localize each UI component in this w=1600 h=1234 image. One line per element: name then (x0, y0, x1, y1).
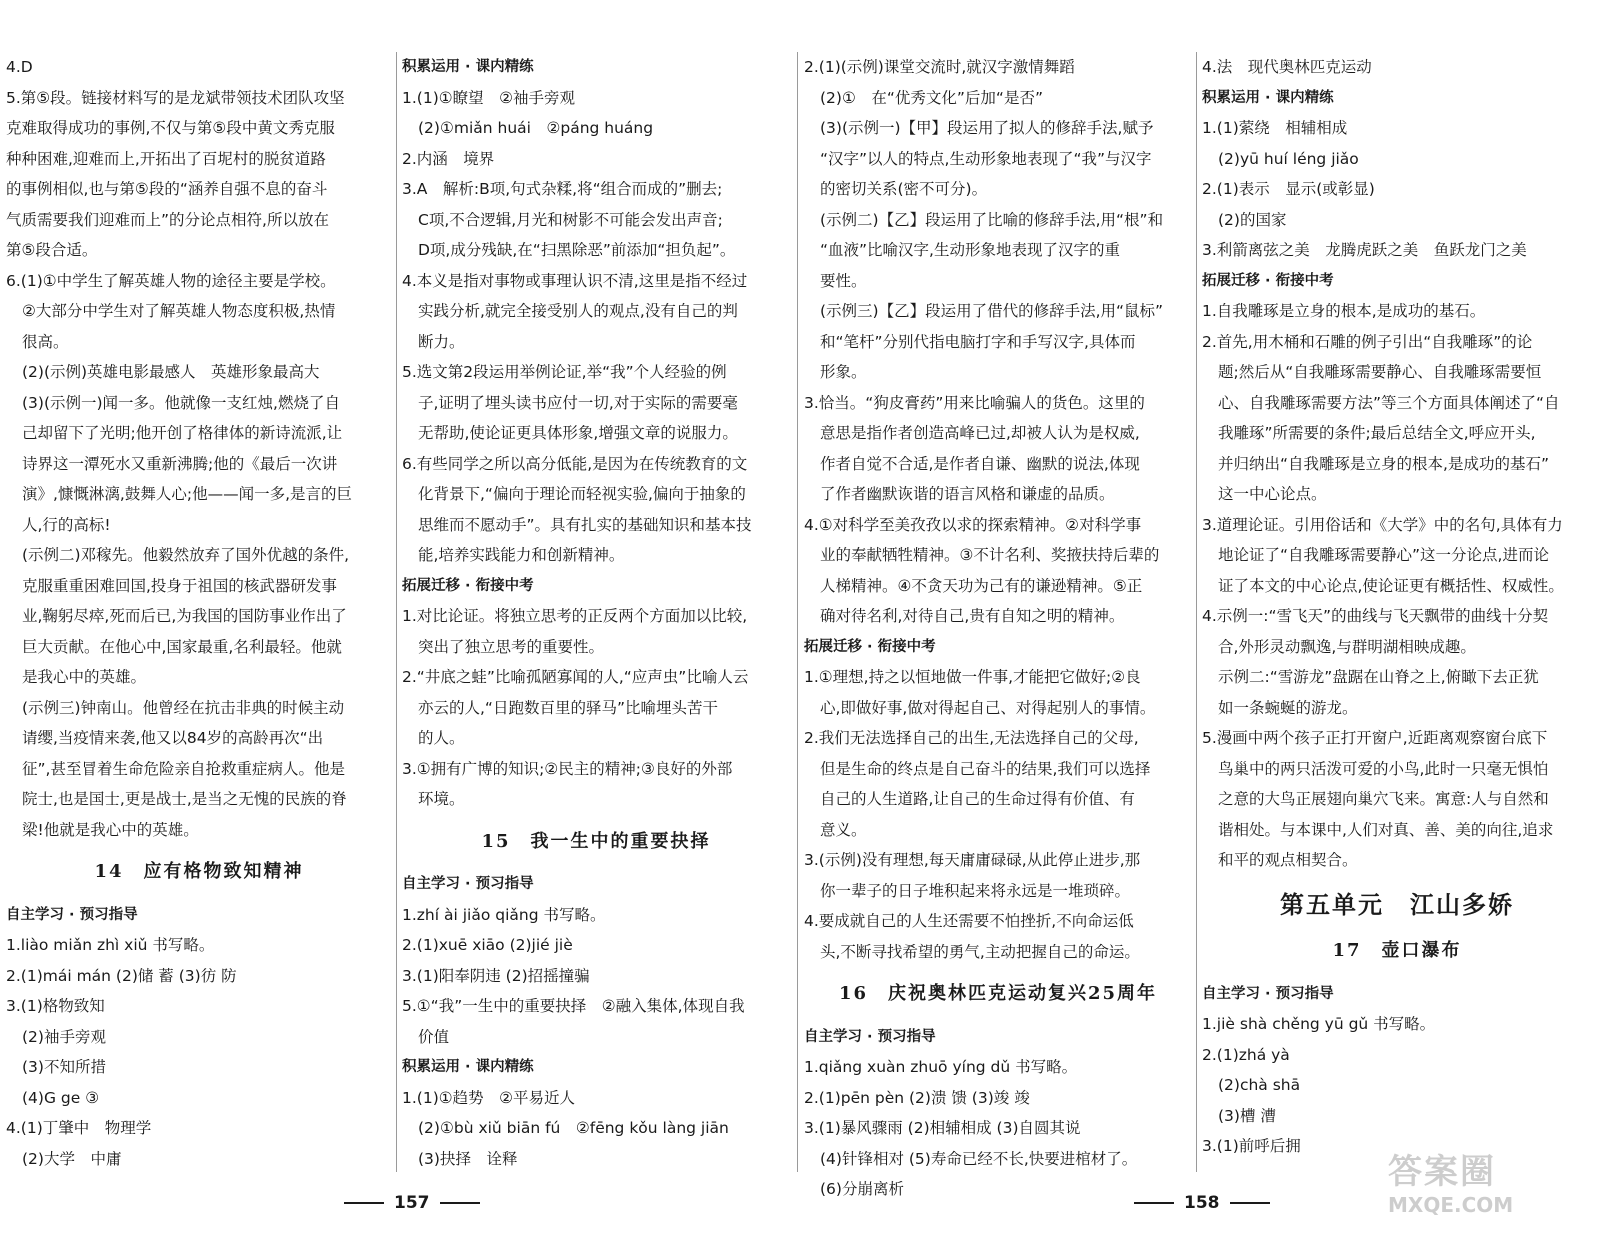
lesson-title: 14 应有格物致知精神 (94, 861, 304, 882)
answer-line: (3)抉择 诠释 (418, 1149, 518, 1168)
answer-line: 鸟巢中的两只活泼可爱的小鸟,此时一只毫无惧怕 (1218, 759, 1549, 778)
column-divider (396, 52, 397, 1172)
answer-line: 思维而不愿动手”。具有扎实的基础知识和基本技 (418, 515, 752, 534)
answer-line: (3)不知所措 (22, 1058, 106, 1076)
answer-line: (示例三)钟南山。他曾经在抗击非典的时候主动 (22, 698, 345, 717)
answer-line: 1.①理想,持之以恒地做一件事,才能把它做好;②良 (804, 668, 1141, 686)
answer-line: 很高。 (22, 332, 69, 351)
answer-line: 2.“井底之蛙”比喻孤陋寡闻的人,“应声虫”比喻人云 (402, 668, 749, 686)
answer-line: 业的奉献牺牲精神。③不计名利、奖掖扶持后辈的 (820, 546, 1160, 564)
section-heading: 积累运用 · 课内精练 (402, 1059, 534, 1075)
section-heading: 拓展迁移 · 衔接中考 (804, 638, 936, 655)
answer-line: 环境。 (418, 790, 465, 808)
answer-line: 6.(1)①中学生了解英雄人物的途径主要是学校。 (6, 271, 336, 290)
answer-line: 3.(1)暴风骤雨 (2)相辅相成 (3)自圆其说 (804, 1119, 1081, 1137)
answer-line: 5.选文第2段运用举例论证,举“我”个人经验的例 (402, 363, 727, 381)
answer-line: 地论证了“自我雕琢需要静心”这一分论点,进而论 (1218, 546, 1549, 564)
answer-line: 巨大贡献。在他心中,国家最重,名利最轻。他就 (22, 637, 342, 656)
answer-line: 4.示例一:“雪飞天”的曲线与飞天飘带的曲线十分契 (1202, 607, 1549, 625)
answer-line: (2)的国家 (1218, 210, 1287, 229)
answer-line: 我雕琢”所需要的条件;最后总结全文,呼应开头, (1218, 424, 1536, 442)
answer-line: (2)①miǎn huái ②páng huáng (418, 119, 654, 137)
answer-line: 你一辈子的日子堆积起来将永远是一堆琐碎。 (820, 881, 1131, 900)
answer-line: 3.①拥有广博的知识;②民主的精神;③良好的外部 (402, 759, 733, 778)
answer-line: 2.内涵 境界 (402, 149, 495, 168)
answer-line: 克服重重困难回国,投身于祖国的核武器研发事 (22, 576, 337, 595)
lesson-title: 15 我一生中的重要抉择 (481, 830, 711, 852)
answer-line: 示例二:“雪游龙”盘踞在山脊之上,俯瞰下去正犹 (1218, 668, 1539, 686)
answer-line: 能,培养实践能力和创新精神。 (418, 546, 625, 564)
page-number-rule (1134, 1202, 1174, 1204)
answer-line: ②大部分中学生对了解英雄人物态度积极,热情 (22, 302, 336, 320)
answer-line: (2)①bù xiǔ biān fú ②fēng kǒu làng jiān (418, 1119, 729, 1137)
answer-line: 4.①对科学至美孜孜以求的探索精神。②对科学事 (804, 515, 1142, 534)
answer-line: 2.(1)表示 显示(或彰显) (1202, 180, 1375, 198)
answer-line: 3.(1)阳奉阴违 (2)招摇撞骗 (402, 966, 590, 985)
answer-line: (2)袖手旁观 (22, 1027, 106, 1046)
answer-line: 价值 (418, 1027, 450, 1046)
answer-line: 梁!他就是我心中的英雄。 (22, 820, 199, 839)
answer-line: 1.自我雕琢是立身的根本,是成功的基石。 (1202, 302, 1486, 320)
answer-line: (2)大学 中庸 (22, 1149, 122, 1168)
page-gutter-divider (797, 52, 798, 1172)
answer-line: 确对待名利,对待自己,贵有自知之明的精神。 (820, 607, 1125, 625)
answer-line: 意思是指作者创造高峰已过,却被人认为是权威, (820, 424, 1140, 442)
answer-line: 3.利箭离弦之美 龙腾虎跃之美 鱼跃龙门之美 (1202, 241, 1527, 259)
answer-line: (3)槽 漕 (1218, 1106, 1276, 1125)
answer-line: 意义。 (820, 820, 867, 839)
answer-line: 3.(示例)没有理想,每天庸庸碌碌,从此停止进步,那 (804, 851, 1141, 869)
answer-line: 克难取得成功的事例,不仅与第⑤段中黄文秀克服 (6, 119, 335, 137)
answer-line: 气质需要我们迎难而上”的分论点相符,所以放在 (6, 210, 329, 229)
section-heading: 自主学习 · 预习指导 (6, 906, 138, 923)
answer-line: 演》,慷慨淋漓,鼓舞人心;他——闻一多,是言的巨 (22, 485, 353, 503)
section-heading: 拓展迁移 · 衔接中考 (1202, 272, 1334, 289)
answer-line: 实践分析,就完全接受别人的观点,没有自己的判 (418, 302, 738, 320)
answer-line: 种种困难,迎难而上,开拓出了百坭村的脱贫道路 (6, 149, 326, 168)
answer-line: 3.(1)格物致知 (6, 997, 105, 1015)
page-number-rule (440, 1202, 480, 1204)
answer-line: 形象。 (820, 363, 867, 381)
answer-line: C项,不合逻辑,月光和树影不可能会发出声音; (418, 210, 723, 229)
answer-line: (2)① 在“优秀文化”后加“是否” (820, 88, 1043, 107)
answer-line: 这一中心论点。 (1218, 485, 1327, 503)
answer-line: (2)chà shā (1218, 1076, 1301, 1094)
watermark-url: MXQE.COM (1388, 1193, 1514, 1217)
answer-line: 2.(1)mái mán (2)储 蓄 (3)彷 防 (6, 966, 237, 985)
answer-line: 5.①“我”一生中的重要抉择 ②融入集体,体现自我 (402, 997, 745, 1015)
answer-line: 作者自觉不合适,是作者自谦、幽默的说法,体现 (820, 454, 1140, 473)
answer-line: 3.道理论证。引用俗话和《大学》中的名句,具体有力 (1202, 515, 1563, 534)
answer-line: 第⑤段合适。 (6, 241, 98, 259)
answer-line: “血液”比喻汉字,生动形象地表现了汉字的重 (820, 241, 1120, 259)
answer-line: 的密切关系(密不可分)。 (820, 180, 988, 198)
answer-line: 3.(1)前呼后拥 (1202, 1137, 1301, 1155)
section-heading: 拓展迁移 · 衔接中考 (402, 577, 534, 594)
answer-line: 1.对比论证。将独立思考的正反两个方面加以比较, (402, 607, 748, 625)
watermark (1388, 1152, 1588, 1228)
answer-line: 1.(1)萦绕 相辅相成 (1202, 119, 1348, 137)
answer-line: 人梯精神。④不贪天功为己有的谦逊精神。⑤正 (820, 576, 1143, 595)
answer-line: 2.(1)xuē xiāo (2)jié jiè (402, 936, 573, 954)
answer-line: 4.D (6, 58, 33, 76)
answer-line: (3)(示例一)闻一多。他就像一支红烛,燃烧了自 (22, 393, 340, 412)
answer-line: 1.(1)①瞭望 ②袖手旁观 (402, 88, 576, 107)
answer-line: 无帮助,使论证更具体形象,增强文章的说服力。 (418, 424, 738, 442)
column-divider (1196, 52, 1197, 1172)
section-heading: 自主学习 · 预习指导 (804, 1028, 936, 1045)
answer-line: 是我心中的英雄。 (22, 668, 147, 686)
unit-title: 第五单元 江山多娇 (1280, 890, 1514, 919)
lesson-title: 17 壶口瀑布 (1332, 940, 1462, 961)
answer-column-1 (6, 52, 392, 1168)
page-number-right (1134, 1193, 1270, 1213)
answer-column-3 (804, 52, 1192, 1198)
answer-line: 证了本文的中心论点,使论证更有概括性、权威性。 (1218, 576, 1564, 595)
answer-line: (2)yū huí léng jiǎo (1218, 149, 1359, 168)
answer-line: 征”,甚至冒着生命危险亲自抢救重症病人。他是 (22, 759, 345, 778)
answer-line: 心、自我雕琢需要方法”等三个方面具体阐述了“自 (1218, 393, 1560, 412)
answer-line: (示例二)邓稼先。他毅然放弃了国外优越的条件, (22, 546, 350, 564)
answer-line: (示例三)【乙】段运用了借代的修辞手法,用“鼠标” (820, 302, 1164, 320)
answer-line: 的事例相似,也与第⑤段的“涵养自强不息的奋斗 (6, 180, 328, 198)
answer-line: 1.zhí ài jiǎo qiǎng 书写略。 (402, 905, 606, 924)
answer-line: “汉字”以人的特点,生动形象地表现了“我”与汉字 (820, 149, 1152, 168)
section-heading: 自主学习 · 预习指导 (1202, 985, 1334, 1002)
answer-line: (6)分崩离析 (820, 1180, 904, 1198)
answer-line: 2.首先,用木桶和石雕的例子引出“自我雕琢”的论 (1202, 332, 1533, 351)
section-heading: 积累运用 · 课内精练 (402, 59, 534, 75)
page-number-text: 158 (1184, 1193, 1220, 1213)
answer-line: 子,证明了埋头读书应付一切,对于实际的需要毫 (418, 393, 738, 412)
section-heading: 积累运用 · 课内精练 (1202, 89, 1334, 106)
page-number-rule (344, 1202, 384, 1204)
page-number-text: 157 (394, 1193, 430, 1213)
answer-line: 要性。 (820, 271, 867, 290)
answer-column-2 (402, 52, 790, 1168)
answer-line: 请缨,当疫情来袭,他又以84岁的高龄再次“出 (22, 729, 324, 747)
answer-line: 业,鞠躬尽瘁,死而后已,为我国的国防事业作出了 (22, 607, 347, 625)
answer-column-4 (1202, 52, 1592, 1162)
answer-line: 4.本义是指对事物或事理认识不清,这里是指不经过 (402, 271, 748, 290)
answer-line: 的人。 (418, 729, 465, 747)
answer-line: 亦云的人,“日跑数百里的驿马”比喻埋头苦干 (418, 698, 718, 717)
answer-line: 3.A 解析:B项,句式杂糅,将“组合而成的”删去; (402, 180, 723, 198)
answer-line: (示例二)【乙】段运用了比喻的修辞手法,用“根”和 (820, 210, 1164, 229)
section-heading: 自主学习 · 预习指导 (402, 876, 534, 892)
answer-line: (3)(示例一)【甲】段运用了拟人的修辞手法,赋予 (820, 119, 1154, 137)
answer-line: 1.(1)①趋势 ②平易近人 (402, 1088, 576, 1107)
answer-line: 2.(1)pēn pèn (2)溃 馈 (3)竣 竣 (804, 1088, 1030, 1107)
answer-line: (2)(示例)英雄电影最感人 英雄形象最高大 (22, 363, 320, 381)
answer-line: 己却留下了光明;他开创了格律体的新诗流派,让 (22, 424, 343, 442)
answer-line: 和“笔杆”分别代指电脑打字和手写汉字,具体而 (820, 332, 1136, 351)
answer-line: 如一条蜿蜒的游龙。 (1218, 698, 1358, 717)
answer-line: 人,行的高标! (22, 515, 111, 534)
answer-line: 4.(1)丁肇中 物理学 (6, 1119, 152, 1137)
answer-line: 4.要成就自己的人生还需要不怕挫折,不向命运低 (804, 912, 1134, 930)
answer-line: 之意的大鸟正展翅向巢穴飞来。寓意:人与自然和 (1218, 790, 1549, 808)
answer-line: 3.恰当。“狗皮膏药”用来比喻骗人的货色。这里的 (804, 393, 1145, 412)
answer-line: 但是生命的终点是自己奋斗的结果,我们可以选择 (820, 759, 1151, 778)
answer-line: 2.(1)zhá yà (1202, 1045, 1290, 1064)
answer-line: 题;然后从“自我雕琢需要静心、自我雕琢需要恒 (1218, 363, 1542, 381)
answer-line: 1.liào miǎn zhì xiǔ 书写略。 (6, 936, 215, 954)
answer-line: D项,成分残缺,在“扫黑除恶”前添加“担负起”。 (418, 241, 736, 259)
answer-line: 2.我们无法选择自己的出生,无法选择自己的父母, (804, 729, 1139, 747)
page-number-left (344, 1193, 480, 1213)
answer-line: 头,不断寻找希望的勇气,主动把握自己的命运。 (820, 942, 1140, 961)
answer-line: (4)针锋相对 (5)寿命已经不长,快要进棺材了。 (820, 1149, 1138, 1168)
answer-line: 断力。 (418, 332, 465, 351)
answer-line: 1.jiè shà chěng yū gǔ 书写略。 (1202, 1015, 1436, 1033)
answer-line: 5.漫画中两个孩子正打开窗户,近距离观察窗台底下 (1202, 729, 1548, 747)
answer-line: 合,外形灵动飘逸,与群明湖相映成趣。 (1218, 637, 1476, 656)
lesson-title: 16 庆祝奥林匹克运动复兴25周年 (838, 983, 1158, 1004)
answer-line: 2.(1)(示例)课堂交流时,就汉字激情舞蹈 (804, 58, 1075, 76)
answer-line: 自己的人生道路,让自己的生命过得有价值、有 (820, 790, 1135, 808)
answer-line: 5.第⑤段。链接材料写的是龙斌带领技术团队攻坚 (6, 88, 345, 107)
answer-line: 4.法 现代奥林匹克运动 (1202, 58, 1372, 76)
page-number-rule (1230, 1202, 1270, 1204)
answer-line: 了作者幽默诙谐的语言风格和谦虚的品质。 (820, 485, 1115, 503)
answer-line: 化背景下,“偏向于理论而轻视实验,偏向于抽象的 (418, 485, 746, 503)
watermark-logo: 答案圈 (1388, 1152, 1496, 1192)
answer-line: 谐相处。与本课中,人们对真、善、美的向往,追求 (1218, 820, 1554, 839)
answer-line: 院士,也是国士,更是战士,是当之无愧的民族的脊 (22, 790, 347, 808)
answer-line: 和平的观点相契合。 (1218, 851, 1358, 869)
answer-line: 6.有些同学之所以高分低能,是因为在传统教育的文 (402, 454, 748, 473)
answer-line: 1.qiǎng xuàn zhuō yíng dǔ 书写略。 (804, 1058, 1078, 1076)
answer-line: 突出了独立思考的重要性。 (418, 637, 605, 656)
answer-line: (4)G ge ③ (22, 1088, 100, 1107)
answer-line: 诗界这一潭死水又重新沸腾;他的《最后一次讲 (22, 454, 338, 473)
answer-line: 并归纳出“自我雕琢是立身的根本,是成功的基石” (1218, 454, 1549, 473)
answer-line: 心,即做好事,做对得起自己、对得起别人的事情。 (820, 698, 1156, 717)
